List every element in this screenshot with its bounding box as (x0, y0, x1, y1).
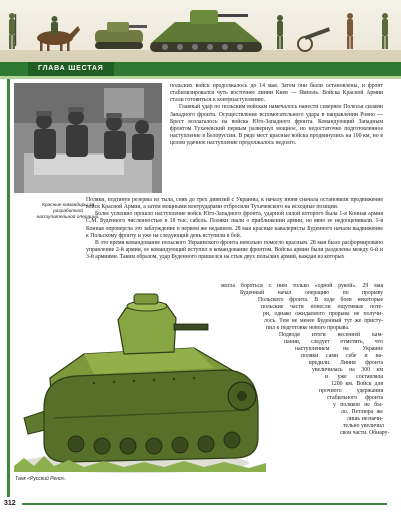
soldier-figure-icon (277, 15, 283, 49)
text-line: 1200 км. Войск для (331, 381, 383, 387)
decorative-header-strip (0, 0, 401, 62)
header-tank-icon (95, 22, 147, 49)
text-line: Буденный начал операцию по прорыву (240, 290, 383, 296)
text-line: пил к подготовке нового прорыва. (266, 325, 350, 331)
text-line: ло. Петлюра же (341, 409, 383, 415)
text-line: польские части понесли ощутимые поте- (261, 304, 383, 310)
text-line: свои части. Обнару- (340, 430, 390, 436)
text-line: у поляков не бы- (333, 402, 383, 408)
text-line: прочного удержания (319, 388, 383, 394)
chapter-title: ГЛАВА ШЕСТАЯ (28, 62, 114, 76)
renault-tank-icon (14, 258, 266, 488)
header-illustrations (0, 0, 401, 62)
chapter-bar-accent (0, 76, 401, 79)
soldier-figure-icon (382, 13, 388, 49)
field-gun-icon (298, 27, 330, 51)
paragraph: Поляки, подтянув резервы из тыла, сняв до трех дивизий с Украины, к началу июня сначала остановили продвижение войск Красной Армии, а затем мощными контрударами отбросили Тухачевского на исходные позиции. (86, 197, 383, 211)
commanders-photo-illustration (14, 83, 162, 193)
archive-photo (14, 83, 162, 193)
paragraph: В это время командование польского Украинского фронта невольно помогло красным. 28 мая было расформировано управление 2-й армии, ее командующий вступил в командование фронтом. Войска армии были разделены между 6-й и 3-й армиями. Таким образом, удар Буденного пришелся на стык двух польских армий, каждая из которых (86, 239, 383, 261)
text-line: Польского фронта. В ходе боев некоторые (258, 297, 383, 303)
page-number: 312 (4, 500, 16, 507)
tank-caption: Танк «Русский Рено». (15, 476, 66, 482)
soldier-figure-icon (9, 13, 16, 49)
text-column-right (170, 83, 383, 147)
text-line: лось. Тем не менее Буденный тут же присту- (264, 318, 383, 324)
paragraph: польских войск продолжалось до 14 мая. Затем они были остановлены, и фронт стабилизировался чуть восточнее линии Киев — Ямполь. Войска Красной Армии стали готовиться к контрнаступлению. (170, 83, 383, 104)
left-margin-rule (7, 79, 10, 497)
bottom-rule (22, 503, 387, 505)
text-line: пании, следует отметить, что (284, 339, 383, 345)
header-large-tank-icon (150, 10, 262, 52)
photo-caption: Красные командиры за разработкой наступательной операции. (36, 203, 100, 220)
text-line: увеличилась на 300 км (312, 367, 383, 373)
text-line: ри, однако ожидаемого прорыва не получи- (263, 311, 383, 317)
tank-illustration (14, 258, 266, 488)
text-column-full (86, 197, 383, 261)
text-line: поляки сами себе и на- (301, 353, 383, 359)
text-line: и уже составляла (325, 374, 383, 380)
cavalry-rider-icon (37, 16, 80, 51)
text-line: могла бороться с ним только «одной рукой». 29 мая (221, 283, 383, 289)
text-line: наступлением на Украине (295, 346, 383, 352)
text-line: Подводя итоги весенней кам- (279, 332, 383, 338)
text-line: вредили. Линия фронта (309, 360, 383, 366)
paragraph: Главный удар по польским войскам намечалось нанести севернее Полесья силами Западного фронта. Осуществление вспомогательного удара в направлении Ровно — Брест возлагалось на войска Юго-Западного фронта. Командующий Западным фронтом Тухачевский первым развернул мощное, но недостаточно подготовленное наступление в Белоруссии. В ряде мест красные войска продвинулись на 100 км, но в целом удачное наступление продолжалось недолго. (170, 104, 383, 147)
paragraph: Более успешно прошло наступление войск Юго-Западного фронта, ударной силой которого была 1-я Конная армия С.М. Буденного численностью в 18 тыс. сабель. Поляки знали о приближении армии, но явно ее недооценивали. 1-я Конная опровергла это заблуждение в первом же недавнем. 28 мая красные кавалеристы Буденного начали выдвижение к Польскому фронту и уже на следующий день вступили в бой. (86, 211, 383, 239)
text-line: тельно увеличил (343, 423, 384, 429)
soldier-figure-icon (347, 13, 353, 49)
text-line: лишь незначи- (347, 416, 383, 422)
text-line: стабильного фронта (327, 395, 383, 401)
